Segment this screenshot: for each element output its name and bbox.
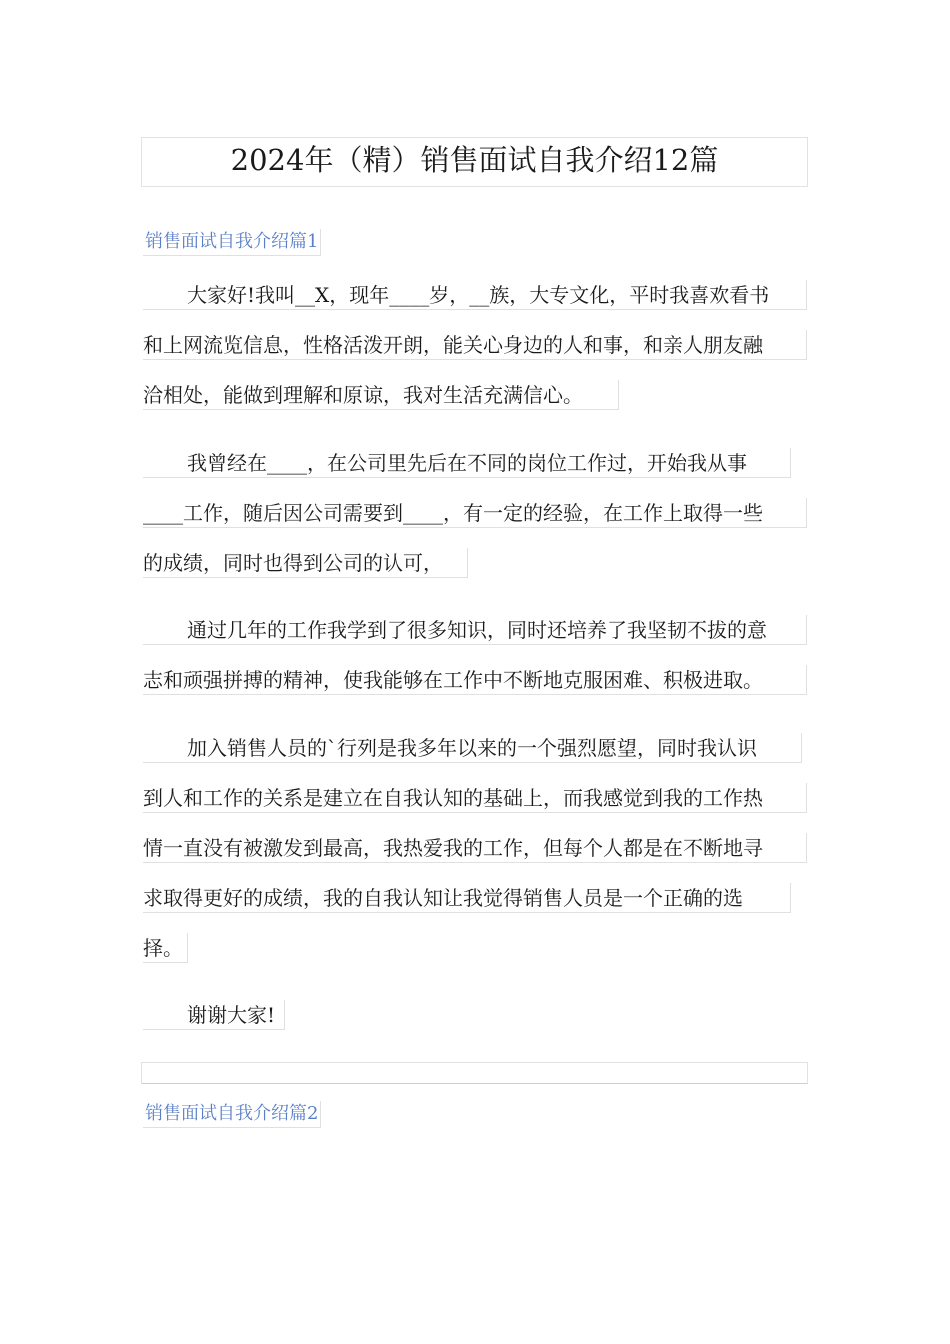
section-heading-2[interactable]: 销售面试自我介绍篇2 <box>143 1101 321 1128</box>
paragraph-line: 我曾经在____，在公司里先后在不同的岗位工作过，开始我从事 <box>143 448 791 478</box>
paragraph-line: 加入销售人员的`行列是我多年以来的一个强烈愿望，同时我认识 <box>143 733 802 763</box>
paragraph-line: 和上网流览信息，性格活泼开朗，能关心身边的人和事，和亲人朋友融 <box>143 330 807 360</box>
paragraph-line: 洽相处，能做到理解和原谅，我对生活充满信心。 <box>143 380 619 410</box>
paragraph-line: 情一直没有被激发到最高，我热爱我的工作，但每个人都是在不断地寻 <box>143 833 807 863</box>
paragraph-line: 志和顽强拼搏的精神，使我能够在工作中不断地克服困难、积极进取。 <box>143 665 807 695</box>
paragraph-line: 求取得更好的成绩，我的自我认知让我觉得销售人员是一个正确的选 <box>143 883 791 913</box>
section-heading-1[interactable]: 销售面试自我介绍篇1 <box>143 229 321 256</box>
section-divider <box>141 1062 808 1084</box>
paragraph-line: ____工作，随后因公司需要到____，有一定的经验，在工作上取得一些 <box>143 498 807 528</box>
closing-line: 谢谢大家! <box>143 1000 285 1030</box>
paragraph-line: 的成绩，同时也得到公司的认可， <box>143 548 468 578</box>
paragraph-line: 大家好!我叫__X，现年____岁，__族，大专文化，平时我喜欢看书 <box>143 280 807 310</box>
paragraph-line: 择。 <box>143 933 188 963</box>
paragraph-line: 到人和工作的关系是建立在自我认知的基础上，而我感觉到我的工作热 <box>143 783 807 813</box>
document-title: 2024年（精）销售面试自我介绍12篇 <box>141 137 808 187</box>
paragraph-line: 通过几年的工作我学到了很多知识，同时还培养了我坚韧不拔的意 <box>143 615 807 645</box>
